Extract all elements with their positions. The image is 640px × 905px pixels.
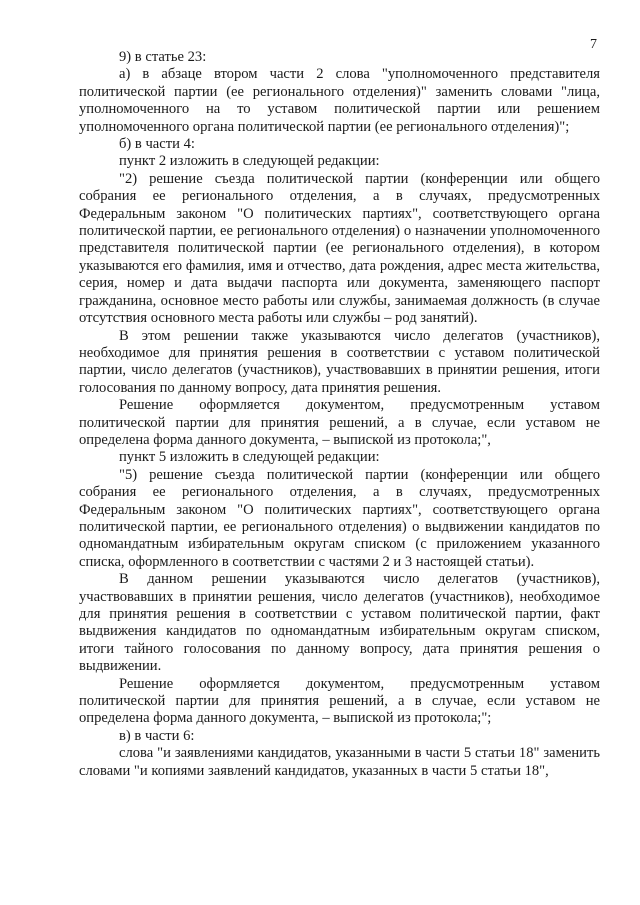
paragraph-subitem-b: б) в части 4: xyxy=(119,136,195,153)
page-number: 7 xyxy=(590,37,597,52)
paragraph-item-9: 9) в статье 23: xyxy=(119,49,207,65)
paragraph-decision-nomination: В данном решении указываются число делегатов (участников), участвовавших в принятии решения, число делегатов (участников), необходимое для принятия решения в соответствии с уставом политической партии, факт выдвижения кандидатов по одномандатным избирательным округам списком, итоги тайного голосования по данному вопросу, дата принятия решения о выдвижении. xyxy=(79,571,600,675)
paragraph-point-5-intro: пункт 5 изложить в следующей редакции: xyxy=(119,449,380,466)
paragraph-decision-form: Решение оформляется документом, предусмотренным уставом политической партии для принятия решений, а в случае, если уставом не определена форма данного документа, – выпиской из протокола;", xyxy=(79,397,600,448)
document-body xyxy=(79,49,600,780)
paragraph-decision-form-2: Решение оформляется документом, предусмотренным уставом политической партии для принятия решений, а в случае, если уставом не определена форма данного документа, – выпиской из протокола;"; xyxy=(79,675,600,727)
paragraph-decision-details: В этом решении также указываются число делегатов (участников), необходимое для принятия решения в соответствии с уставом политической партии, число делегатов (участников), участвовавших в принятии решения, итоги голосования по данному вопросу, дата принятия решения. xyxy=(79,327,600,396)
paragraph-subitem-v: в) в части 6: xyxy=(119,727,195,744)
paragraph-point-2-text: "2) решение съезда политической партии (конференции или общего собрания ее регионального отделения, а в случаях, предусмотренных Федеральным законом "О политических партиях", соответствующего органа политической партии, ее регионального отделения) о назначении уполномоченного представителя политической партии (ее регионального отделения), в котором указываются его фамилия, имя и отчество, дата рождения, адрес места жительства, серия, номер и дата выдачи паспорта или документа, заменяющего паспорт гражданина, основное место работы или службы, занимаемая должность (в случае отсутствия основного места работы или службы – род занятий). xyxy=(79,170,600,327)
paragraph-words-replacement: слова "и заявлениями кандидатов, указанными в части 5 статьи 18" заменить словами "и копиями заявлений кандидатов, указанных в части 5 статьи 18", xyxy=(79,745,600,779)
paragraph-subitem-a: а) в абзаце втором части 2 слова "уполномоченного представителя политической партии (ее регионального отделения)" заменить словами "лица, уполномоченного на то уставом политической партии или решением уполномоченного органа политической партии (ее регионального отделения)"; xyxy=(79,66,600,135)
paragraph-point-5-text: "5) решение съезда политической партии (конференции или общего собрания ее регионального отделения, а в случаях, предусмотренных Федеральным законом "О политических партиях", соответствующего органа политической партии, ее регионального отделения) о выдвижении кандидатов по одномандатным избирательным округам списком (с приложением указанного списка, оформленного в соответствии с частями 2 и 3 настоящей статьи). xyxy=(79,466,600,570)
paragraph-point-2-intro: пункт 2 изложить в следующей редакции: xyxy=(119,153,380,170)
